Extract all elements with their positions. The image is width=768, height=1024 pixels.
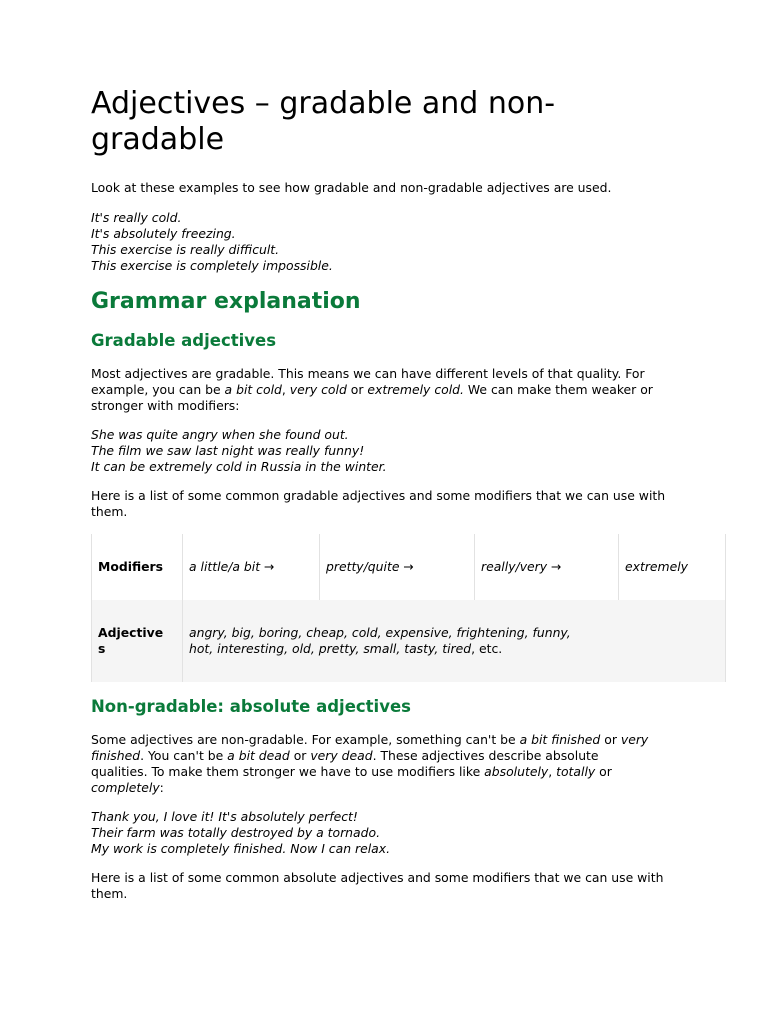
gradable-list-intro: Here is a list of some common gradable adjectives and some modifiers that we can use with them. [91,488,666,519]
example-sentence: Their farm was totally destroyed by a tornado. [91,825,381,840]
table-cell: pretty/quite → [320,534,475,600]
example-sentence: The film we saw last night was really funny! [91,443,365,458]
nongradable-list-intro: Here is a list of some common absolute adjectives and some modifiers that we can use with them. [91,870,664,901]
nongradable-paragraph: Some adjectives are non-gradable. For example, something can't be a bit finished or very finished. You can't be a bit dead or very dead. These adjectives describe absolute qualities. To make them stronger we have to use modifiers like absolutely, totally or completely: [91,732,649,795]
table-cell: a little/a bit → [183,534,320,600]
page-title: Adjectives – gradable and non-gradable [91,86,556,157]
example-sentence: It's absolutely freezing. [91,226,236,241]
table-cell: really/very → [475,534,619,600]
example-sentence: It's really cold. [91,210,182,225]
subheading-nongradable: Non-gradable: absolute adjectives [91,697,411,716]
intro-examples [91,210,333,274]
gradable-paragraph: Most adjectives are gradable. This means we can have different levels of that quality. For example, you can be a bit cold, very cold or extremely cold. We can make them weaker or stronger with modifiers: [91,366,653,413]
modifiers-table [91,534,726,682]
intro-paragraph: Look at these examples to see how gradable and non-gradable adjectives are used. [91,180,612,195]
table-row [92,534,726,600]
subheading-gradable: Gradable adjectives [91,331,277,350]
example-sentence: My work is completely finished. Now I can relax. [91,841,391,856]
gradable-examples [91,427,387,475]
example-sentence: This exercise is really difficult. [91,242,280,257]
section-heading-grammar: Grammar explanation [91,289,361,314]
example-sentence: It can be extremely cold in Russia in the winter. [91,459,387,474]
table-cell: extremely [619,534,726,600]
table-row [92,600,726,682]
nongradable-examples [91,809,390,857]
row-header-modifiers: Modifiers [92,534,183,600]
row-header-adjectives: Adjective s [92,600,183,682]
example-sentence: Thank you, I love it! It's absolutely perfect! [91,809,358,824]
example-sentence: This exercise is completely impossible. [91,258,333,273]
adjectives-cell: angry, big, boring, cheap, cold, expensive, frightening, funny, hot, interesting, old, pretty, small, tasty, tired, etc. [183,600,726,682]
example-sentence: She was quite angry when she found out. [91,427,349,442]
